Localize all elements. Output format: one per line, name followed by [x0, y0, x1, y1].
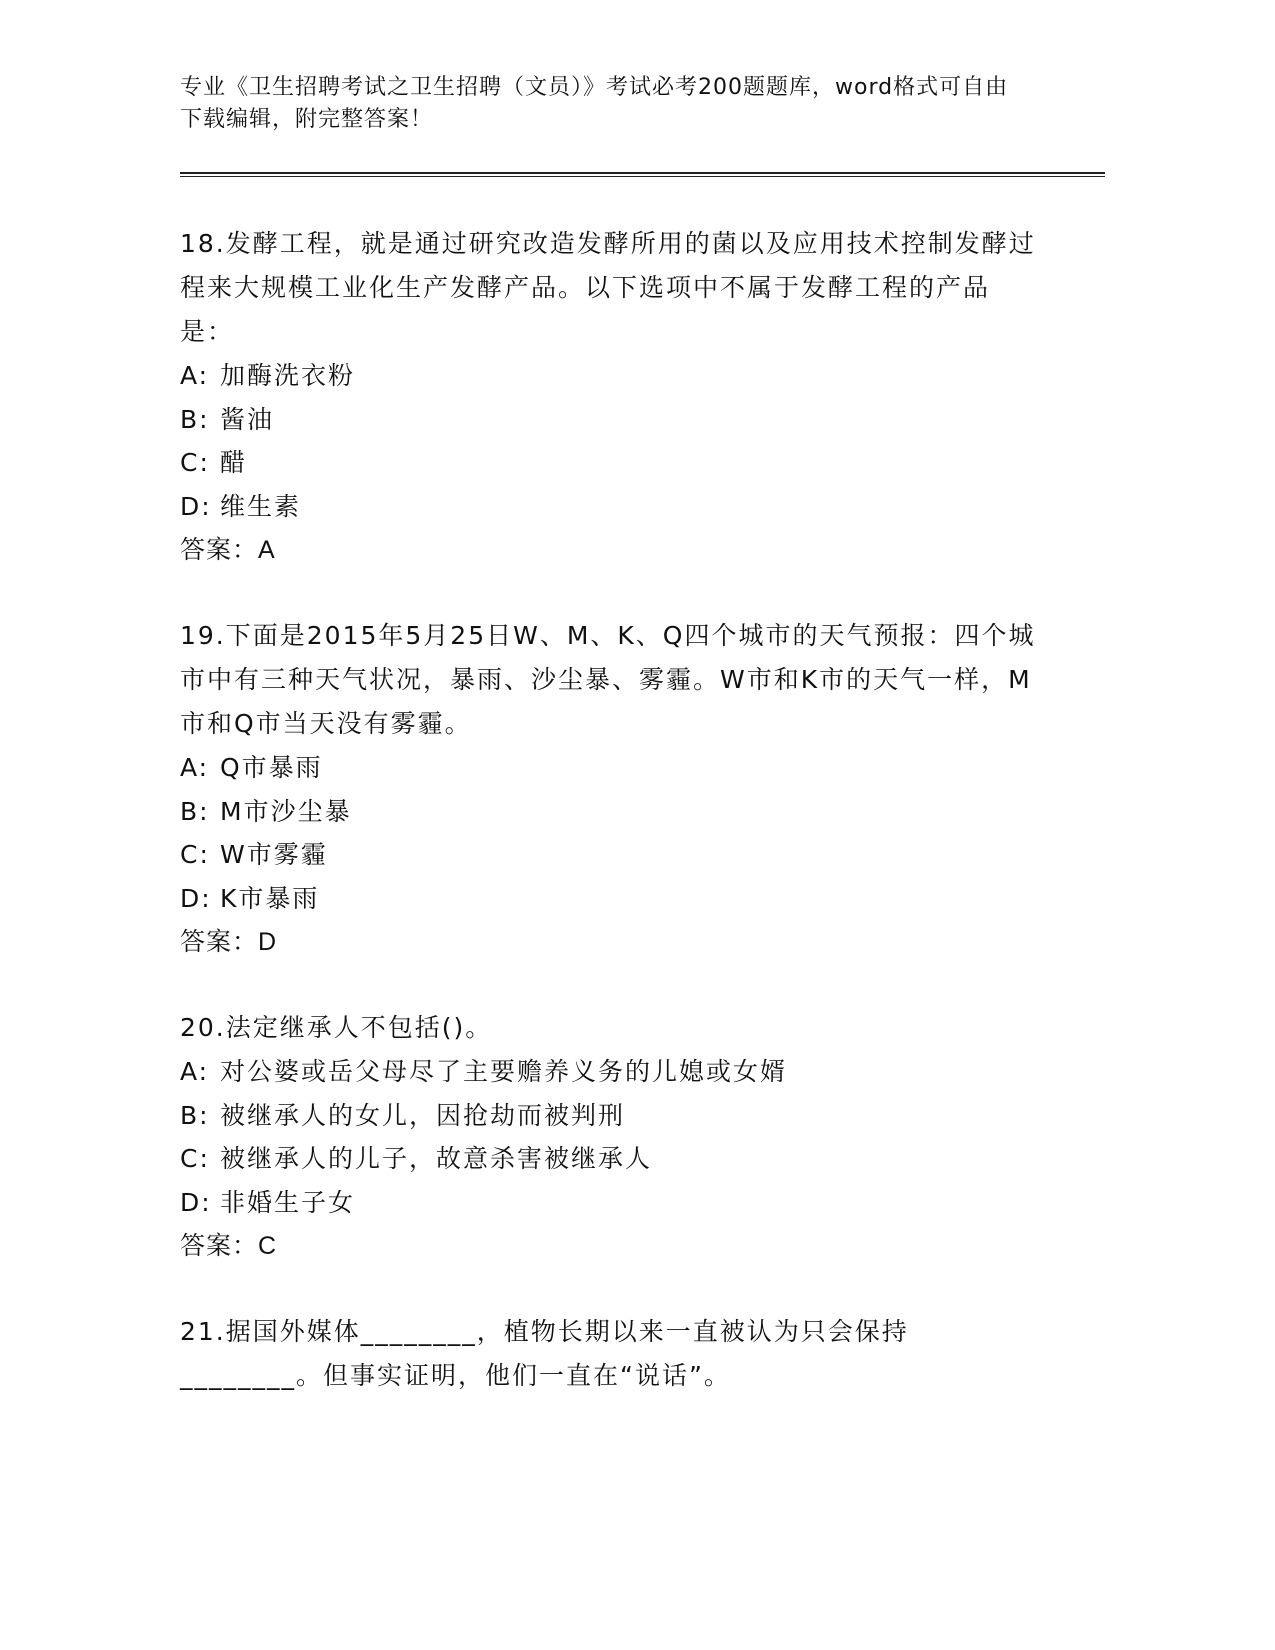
option-text: 非婚生子女	[220, 1187, 356, 1217]
question-20	[180, 1006, 1040, 1268]
option-b	[180, 1094, 1040, 1138]
option-letter: D:	[180, 491, 212, 521]
answer-value: C	[258, 1232, 277, 1260]
option-letter: A:	[180, 361, 210, 390]
option-letter: A:	[180, 1057, 210, 1086]
option-text: W市雾霾	[220, 840, 328, 869]
question-stem: 21.据国外媒体________，植物长期以来一直被认为只会保持________。但事实证明，他们一直在“说话”。	[180, 1317, 909, 1390]
question-21	[180, 1310, 1040, 1398]
question-stem: 20.法定继承人不包括()。	[180, 1013, 493, 1042]
option-text: 酱油	[220, 404, 275, 434]
option-d	[180, 485, 1040, 529]
option-text: 加酶洗衣粉	[220, 361, 356, 390]
option-a	[180, 746, 1040, 790]
option-d	[180, 1181, 1040, 1225]
option-letter: B:	[180, 1100, 210, 1130]
option-a	[180, 354, 1040, 398]
option-b	[180, 790, 1040, 834]
option-text: 醋	[220, 448, 248, 477]
answer-label: 答案：	[180, 1232, 259, 1260]
option-a	[180, 1050, 1040, 1094]
question-stem: 18.发酵工程，就是通过研究改造发酵所用的菌以及应用技术控制发酵过程来大规模工业化生产发酵产品。以下选项中不属于发酵工程的产品是：	[180, 229, 1036, 346]
option-text: M市沙尘暴	[220, 796, 352, 826]
option-text: 维生素	[220, 491, 302, 521]
answer-label: 答案：	[180, 536, 259, 564]
option-letter: C:	[180, 1144, 210, 1173]
option-letter: D:	[180, 1187, 212, 1217]
option-text: 被继承人的女儿，因抢劫而被判刑	[220, 1100, 626, 1130]
option-letter: A:	[180, 753, 210, 782]
option-list	[180, 746, 1040, 920]
header-divider	[180, 172, 1105, 177]
option-letter: D:	[180, 883, 212, 913]
answer-value: A	[258, 536, 275, 564]
option-d	[180, 877, 1040, 921]
option-c	[180, 1137, 1040, 1181]
answer-value: D	[258, 928, 277, 956]
option-c	[180, 833, 1040, 877]
answer-line	[180, 1224, 1040, 1268]
question-18	[180, 222, 1040, 572]
option-list	[180, 354, 1040, 528]
document-header: 专业《卫生招聘考试之卫生招聘（文员）》考试必考200题题库，word格式可自由下载编辑，附完整答案！	[180, 75, 1009, 132]
option-letter: C:	[180, 840, 210, 869]
option-text: K市暴雨	[220, 883, 320, 913]
option-text: Q市暴雨	[220, 753, 323, 782]
option-text: 被继承人的儿子，故意杀害被继承人	[220, 1144, 653, 1173]
option-list	[180, 1050, 1040, 1224]
answer-line	[180, 920, 1040, 964]
option-letter: B:	[180, 404, 210, 434]
option-b	[180, 398, 1040, 442]
option-letter: B:	[180, 796, 210, 826]
question-19	[180, 614, 1040, 964]
option-letter: C:	[180, 448, 210, 477]
option-text: 对公婆或岳父母尽了主要赡养义务的儿媳或女婿	[220, 1057, 788, 1086]
answer-label: 答案：	[180, 928, 259, 956]
option-c	[180, 441, 1040, 485]
question-stem: 19.下面是2015年5月25日W、M、K、Q四个城市的天气预报：四个城市中有三种天气状况，暴雨、沙尘暴、雾霾。W市和K市的天气一样，M市和Q市当天没有雾霾。	[180, 621, 1036, 738]
answer-line	[180, 528, 1040, 572]
question-list	[180, 222, 1040, 1440]
